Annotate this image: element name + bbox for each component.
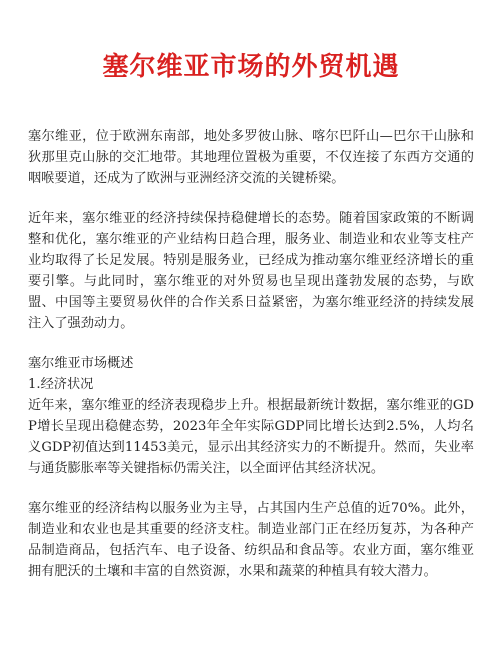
subsection-heading: 1.经济状况	[28, 377, 94, 392]
economy-paragraph: 近年来，塞尔维亚的经济表现稳步上升。根据最新统计数据，塞尔维亚的GDP增长呈现出稳健态势，2023年全年实际GDP同比增长达到2.5%，人均名义GDP初值达到11453美元，显示出其经济实力的不断提升。然而，失业率与通货膨胀率等关键指标仍需关注，以全面评估其经济状况。	[28, 398, 474, 476]
intro-paragraph: 塞尔维亚，位于欧洲东南部，地处多罗彼山脉、喀尔巴阡山—巴尔干山脉和狄那里克山脉的交汇地带。其地理位置极为重要，不仅连接了东西方交通的咽喉要道，还成为了欧洲与亚洲经济交流的关键桥梁。	[28, 129, 474, 186]
section-heading: 塞尔维亚市场概述	[28, 356, 134, 371]
structure-paragraph: 塞尔维亚的经济结构以服务业为主导，占其国内生产总值的近70%。此外，制造业和农业也是其重要的经济支柱。制造业部门正在经历复苏，为各种产品制造商品，包括汽车、电子设备、纺织品和食品等。农业方面，塞尔维亚拥有肥沃的土壤和丰富的自然资源，水果和蔬菜的种植具有较大潜力。	[28, 501, 474, 579]
article-title: 塞尔维亚市场的外贸机遇	[102, 52, 400, 82]
recent-growth-paragraph: 近年来，塞尔维亚的经济持续保持稳健增长的态势。随着国家政策的不断调整和优化，塞尔维亚的产业结构日趋合理，服务业、制造业和农业等支柱产业均取得了长足发展。特别是服务业，已经成为推动塞尔维亚经济增长的重要引擎。与此同时，塞尔维亚的对外贸易也呈现出蓬勃发展的态势，与欧盟、中国等主要贸易伙伴的合作关系日益紧密，为塞尔维亚经济的持续发展注入了强劲动力。	[28, 211, 474, 331]
